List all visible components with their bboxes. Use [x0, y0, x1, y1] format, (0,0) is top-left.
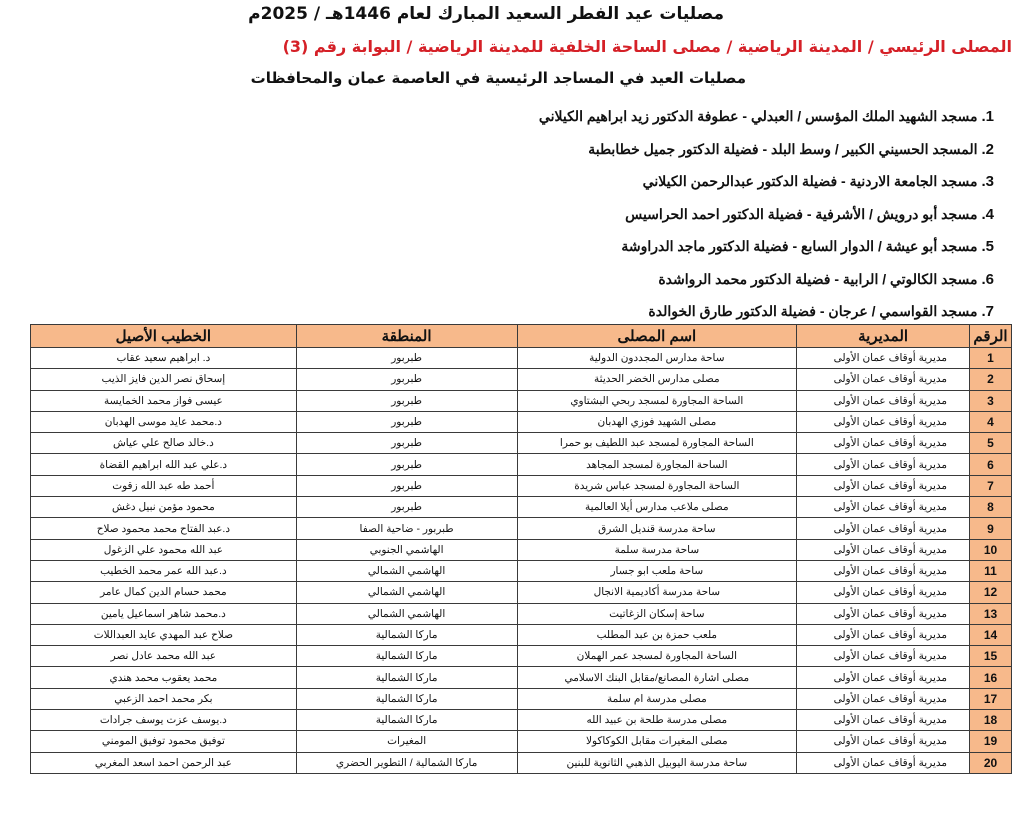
- mosque-text: مسجد القواسمي / عرجان - فضيلة الدكتور طارق الخوالدة: [648, 303, 978, 319]
- khatib-cell: إسحاق نصر الدين فايز الذيب: [31, 369, 297, 390]
- directorate-cell: مديرية أوقاف عمان الأولى: [797, 475, 970, 496]
- area-cell: ماركا الشمالية: [296, 646, 517, 667]
- main-mosques-list: [539, 101, 994, 329]
- row-number-cell: 5: [970, 433, 1012, 454]
- mosque-text: مسجد الشهيد الملك المؤسس / العبدلي - عطوفة الدكتور زيد ابراهيم الكيلاني: [538, 108, 978, 124]
- row-number-cell: 7: [970, 475, 1012, 496]
- table-row: [31, 454, 1012, 475]
- khatib-cell: توفيق محمود توفيق المومني: [31, 731, 297, 752]
- mosque-text: مسجد أبو درويش / الأشرفية - فضيلة الدكتور احمد الحراسيس: [625, 205, 978, 222]
- table-row: [31, 688, 1012, 709]
- directorate-cell: مديرية أوقاف عمان الأولى: [797, 539, 970, 560]
- khatib-cell: د.محمد عايد موسى الهدبان: [31, 411, 297, 432]
- table-row: [31, 433, 1012, 454]
- mosque-text: مسجد الكالوتي / الرابية - فضيلة الدكتور محمد الرواشدة: [658, 270, 978, 287]
- table-row: [31, 411, 1012, 432]
- prayer-ground-cell: مصلى الشهيد فوزي الهدبان: [517, 411, 797, 432]
- khatib-cell: بكر محمد احمد الزعبي: [31, 688, 297, 709]
- table-row: [31, 348, 1012, 369]
- directorate-cell: مديرية أوقاف عمان الأولى: [797, 411, 970, 432]
- mosque-list-item: [539, 264, 994, 297]
- khatib-cell: عبد الرحمن احمد اسعد المغربي: [31, 752, 297, 773]
- khatib-cell: د.عبد الفتاح محمد محمود صلاح: [31, 518, 297, 539]
- directorate-cell: مديرية أوقاف عمان الأولى: [797, 646, 970, 667]
- column-header-number: الرقم: [970, 325, 1012, 348]
- area-cell: طبربور: [296, 454, 517, 475]
- khatib-cell: صلاح عبد المهدي عايد العبداللات: [31, 624, 297, 645]
- row-number-cell: 15: [970, 646, 1012, 667]
- table-row: [31, 667, 1012, 688]
- row-number-cell: 1: [970, 348, 1012, 369]
- khatib-cell: د. ابراهيم سعيد عقاب: [31, 348, 297, 369]
- row-number-cell: 16: [970, 667, 1012, 688]
- list-number: 1.: [981, 108, 994, 125]
- area-cell: الهاشمي الجنوبي: [296, 539, 517, 560]
- row-number-cell: 12: [970, 582, 1012, 603]
- row-number-cell: 20: [970, 752, 1012, 773]
- directorate-cell: مديرية أوقاف عمان الأولى: [797, 624, 970, 645]
- khatib-cell: د.علي عبد الله ابراهيم القضاة: [31, 454, 297, 475]
- prayer-grounds-table: [30, 324, 1012, 774]
- table-row: [31, 518, 1012, 539]
- mosque-text: مسجد الجامعة الاردنية - فضيلة الدكتور عبدالرحمن الكيلاني: [642, 173, 978, 189]
- khatib-cell: عبد الله محمد عادل نصر: [31, 646, 297, 667]
- mosque-list-item: [539, 199, 994, 232]
- directorate-cell: مديرية أوقاف عمان الأولى: [797, 688, 970, 709]
- khatib-cell: محمد يعقوب محمد هندي: [31, 667, 297, 688]
- column-header-khatib: الخطيب الأصيل: [31, 325, 297, 348]
- area-cell: ماركا الشمالية: [296, 710, 517, 731]
- mosque-list-item: [539, 134, 994, 167]
- column-header-prayer-ground: اسم المصلى: [517, 325, 797, 348]
- row-number-cell: 19: [970, 731, 1012, 752]
- khatib-cell: د.عبد الله عمر محمد الخطيب: [31, 560, 297, 581]
- mosque-text: المسجد الحسيني الكبير / وسط البلد - فضيلة الدكتور جميل خطابطبة: [588, 140, 978, 157]
- table-row: [31, 390, 1012, 411]
- document-title: مصليات عيد الفطر السعيد المبارك لعام 1446هـ / 2025م: [248, 4, 724, 24]
- main-prayer-ground-line: المصلى الرئيسي / المدينة الرياضية / مصلى الساحة الخلفية للمدينة الرياضية / البوابة رقم (3): [282, 37, 1012, 56]
- row-number-cell: 6: [970, 454, 1012, 475]
- table-row: [31, 646, 1012, 667]
- mosque-text: مسجد أبو عيشة / الدوار السابع - فضيلة الدكتور ماجد الدراوشة: [621, 238, 978, 254]
- directorate-cell: مديرية أوقاف عمان الأولى: [797, 560, 970, 581]
- area-cell: طبربور: [296, 497, 517, 518]
- section-heading: مصليات العيد في المساجد الرئيسية في العاصمة عمان والمحافظات: [250, 69, 746, 87]
- mosque-list-item: [539, 101, 994, 134]
- row-number-cell: 18: [970, 710, 1012, 731]
- table-row: [31, 560, 1012, 581]
- table-row: [31, 624, 1012, 645]
- area-cell: طبربور: [296, 433, 517, 454]
- area-cell: طبربور: [296, 369, 517, 390]
- prayer-ground-cell: مصلى مدرسة طلحة بن عبيد الله: [517, 710, 797, 731]
- column-header-directorate: المديرية: [797, 325, 970, 348]
- khatib-cell: عبد الله محمود علي الزغول: [31, 539, 297, 560]
- area-cell: الهاشمي الشمالي: [296, 582, 517, 603]
- table-row: [31, 603, 1012, 624]
- list-number: 6.: [981, 270, 994, 288]
- directorate-cell: مديرية أوقاف عمان الأولى: [797, 518, 970, 539]
- area-cell: طبربور: [296, 475, 517, 496]
- row-number-cell: 8: [970, 497, 1012, 518]
- row-number-cell: 11: [970, 560, 1012, 581]
- prayer-ground-cell: مصلى مدرسة ام سلمة: [517, 688, 797, 709]
- area-cell: الهاشمي الشمالي: [296, 603, 517, 624]
- row-number-cell: 13: [970, 603, 1012, 624]
- table-row: [31, 475, 1012, 496]
- area-cell: ماركا الشمالية: [296, 688, 517, 709]
- list-number: 3.: [981, 173, 994, 190]
- prayer-ground-cell: الساحة المجاورة لمسجد عبد اللطيف بو حمرا: [517, 433, 797, 454]
- row-number-cell: 3: [970, 390, 1012, 411]
- prayer-ground-cell: مصلى مدارس الخضر الحديثة: [517, 369, 797, 390]
- row-number-cell: 9: [970, 518, 1012, 539]
- directorate-cell: مديرية أوقاف عمان الأولى: [797, 454, 970, 475]
- directorate-cell: مديرية أوقاف عمان الأولى: [797, 752, 970, 773]
- list-number: 4.: [981, 205, 994, 223]
- prayer-ground-cell: الساحة المجاورة لمسجد ربحي البشتاوي: [517, 390, 797, 411]
- column-header-area: المنطقة: [296, 325, 517, 348]
- prayer-ground-cell: ساحة مدرسة أكاديمية الانجال: [517, 582, 797, 603]
- directorate-cell: مديرية أوقاف عمان الأولى: [797, 497, 970, 518]
- directorate-cell: مديرية أوقاف عمان الأولى: [797, 710, 970, 731]
- khatib-cell: عيسى فواز محمد الخمايسة: [31, 390, 297, 411]
- area-cell: الهاشمي الشمالي: [296, 560, 517, 581]
- directorate-cell: مديرية أوقاف عمان الأولى: [797, 433, 970, 454]
- directorate-cell: مديرية أوقاف عمان الأولى: [797, 603, 970, 624]
- area-cell: طبربور: [296, 348, 517, 369]
- list-number: 2.: [981, 140, 994, 158]
- prayer-ground-cell: الساحة المجاورة لمسجد المجاهد: [517, 454, 797, 475]
- list-number: 5.: [981, 238, 994, 255]
- list-number: 7.: [981, 303, 994, 320]
- prayer-ground-cell: مصلى اشارة المصانع/مقابل البنك الاسلامي: [517, 667, 797, 688]
- table-row: [31, 710, 1012, 731]
- prayer-ground-cell: ساحة مدرسة اليوبيل الذهبي الثانوية للبنين: [517, 752, 797, 773]
- prayer-ground-cell: الساحة المجاورة لمسجد عمر الهملان: [517, 646, 797, 667]
- table-header-row: [31, 325, 1012, 348]
- directorate-cell: مديرية أوقاف عمان الأولى: [797, 731, 970, 752]
- area-cell: ماركا الشمالية: [296, 624, 517, 645]
- table-row: [31, 582, 1012, 603]
- directorate-cell: مديرية أوقاف عمان الأولى: [797, 667, 970, 688]
- mosque-list-item: [539, 166, 994, 199]
- prayer-ground-cell: ساحة إسكان الزغاتيت: [517, 603, 797, 624]
- prayer-ground-cell: ساحة مدرسة قنديل الشرق: [517, 518, 797, 539]
- khatib-cell: د.محمد شاهر اسماعيل يامين: [31, 603, 297, 624]
- khatib-cell: د.خالد صالح علي عياش: [31, 433, 297, 454]
- table-row: [31, 731, 1012, 752]
- area-cell: ماركا الشمالية / التطوير الحضري: [296, 752, 517, 773]
- directorate-cell: مديرية أوقاف عمان الأولى: [797, 348, 970, 369]
- row-number-cell: 4: [970, 411, 1012, 432]
- prayer-ground-cell: ملعب حمزة بن عبد المطلب: [517, 624, 797, 645]
- directorate-cell: مديرية أوقاف عمان الأولى: [797, 582, 970, 603]
- mosque-list-item: [539, 231, 994, 264]
- table-row: [31, 752, 1012, 773]
- table-row: [31, 369, 1012, 390]
- prayer-ground-cell: ساحة مدارس المجددون الدولية: [517, 348, 797, 369]
- prayer-ground-cell: مصلى ملاعب مدارس أيلا العالمية: [517, 497, 797, 518]
- row-number-cell: 10: [970, 539, 1012, 560]
- row-number-cell: 2: [970, 369, 1012, 390]
- khatib-cell: د.يوسف عزت يوسف جرادات: [31, 710, 297, 731]
- row-number-cell: 14: [970, 624, 1012, 645]
- directorate-cell: مديرية أوقاف عمان الأولى: [797, 390, 970, 411]
- directorate-cell: مديرية أوقاف عمان الأولى: [797, 369, 970, 390]
- area-cell: ماركا الشمالية: [296, 667, 517, 688]
- prayer-ground-cell: ساحة مدرسة سلمة: [517, 539, 797, 560]
- area-cell: طبربور: [296, 411, 517, 432]
- table-row: [31, 539, 1012, 560]
- area-cell: المغيرات: [296, 731, 517, 752]
- row-number-cell: 17: [970, 688, 1012, 709]
- khatib-cell: محمود مؤمن نبيل دغش: [31, 497, 297, 518]
- prayer-ground-cell: الساحة المجاورة لمسجد عباس شريدة: [517, 475, 797, 496]
- area-cell: طبربور - ضاحية الصفا: [296, 518, 517, 539]
- prayer-ground-cell: مصلى المغيرات مقابل الكوكاكولا: [517, 731, 797, 752]
- khatib-cell: أحمد طه عبد الله زقوت: [31, 475, 297, 496]
- table-row: [31, 497, 1012, 518]
- prayer-ground-cell: ساحة ملعب ابو جسار: [517, 560, 797, 581]
- area-cell: طبربور: [296, 390, 517, 411]
- khatib-cell: محمد حسام الدين كمال عامر: [31, 582, 297, 603]
- table-body: [31, 348, 1012, 774]
